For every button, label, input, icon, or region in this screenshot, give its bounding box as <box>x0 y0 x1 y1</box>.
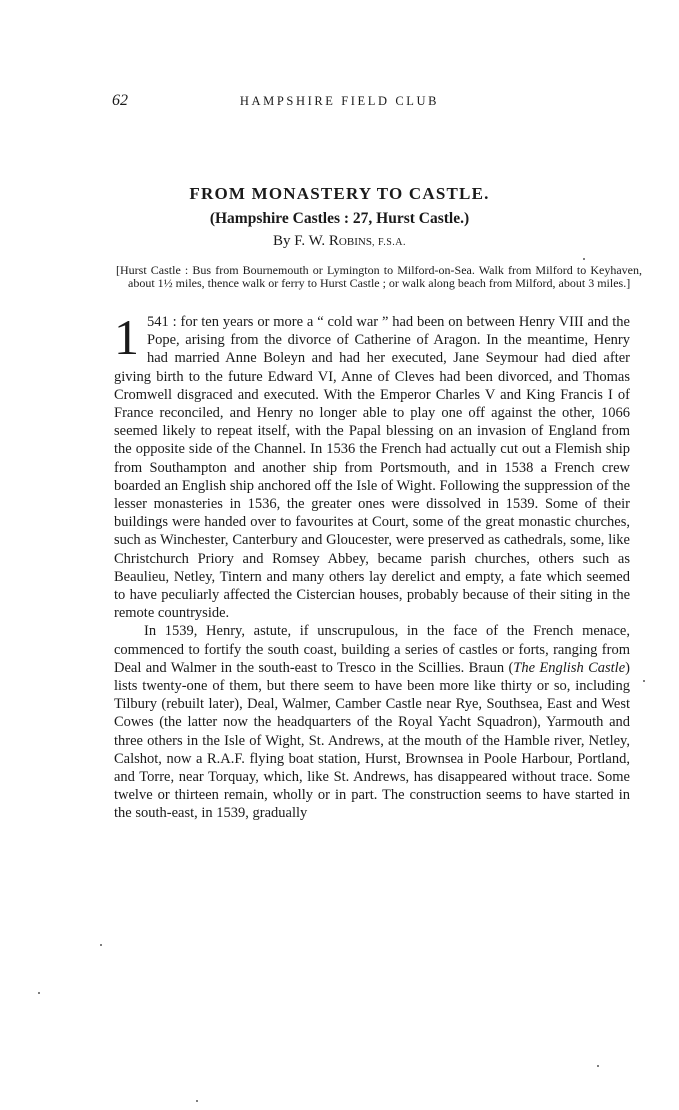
scan-speck <box>643 680 645 682</box>
paragraph-2 <box>114 622 630 822</box>
article-title: FROM MONASTERY TO CASTLE. <box>189 184 490 203</box>
paragraph-1-text: 541 : for ten years or more a “ cold war ” had been on between Henry VIII and the Pope, arising from the divorce of Catherine of Aragon. In the meantime, Henry had married Anne Boleyn and had her executed, Jane Seymour had died after giving birth to the future Edward VI, Anne of Cleves had been divorced, and Thomas Cromwell disgraced and executed. With the Emperor Charles V and King Francis I of France reconciled, and Henry no longer able to play one off against the other, 1066 seemed likely to repeat itself, with the Papal blessing on an invasion of England from the opposite side of the Channel. In 1536 the French had actually cut out a Flemish ship from Southampton and another ship from Portsmouth, and in 1538 a French crew boarded an English ship anchored off the Isle of Wight. Following the suppression of the lesser monasteries in 1536, the greater ones were dissolved in 1539. Some of their buildings were handed over to favourites at Court, some of the great monastic churches, such as Winchester, Canterbury and Gloucester, were preserved as cathedrals, some, like Christchurch Priory and Romsey Abbey, became parish churches, others such as Beaulieu, Netley, Tintern and many others lay derelict and empty, a fate which seemed to have peculiarly affected the Cistercian houses, probably because of their siting in the remote countryside. <box>114 314 630 622</box>
author-suffix: , F.S.A. <box>371 237 406 248</box>
scan-speck <box>583 258 585 260</box>
access-note: [Hurst Castle : Bus from Bournemouth or Lymington to Milford-on-Sea. Walk from Milford to Keyhaven, about 1½ miles, thence walk or ferry to Hurst Castle ; or walk along beach from Milford, about 3 miles.] <box>116 263 642 290</box>
scan-speck <box>597 1065 599 1067</box>
scan-speck <box>100 944 102 946</box>
byline <box>0 233 679 250</box>
page-number: 62 <box>112 92 128 109</box>
article-subtitle: (Hampshire Castles : 27, Hurst Castle.) <box>209 210 470 227</box>
author-surname: Robins <box>328 233 372 249</box>
book-title: The English Castle <box>513 659 626 676</box>
scan-speck <box>38 992 40 994</box>
body-text <box>114 309 630 823</box>
paragraph-2-end: ) lists twenty-one of them, but there seem to have been more like thirty or so, including Tilbury (rebuilt later), Deal, Walmer, Camber Castle near Rye, Southsea, East and West Cowes (the latter now the headquarters of the Royal Yacht Squadron), Yarmouth and three others in the Isle of Wight, St. Andrews, at the mouth of the Hamble river, Netley, Calshot, now a R.A.F. flying boat station, Hurst, Brownsea in Poole Harbour, Portland, and Torre, near Torquay, which, like St. Andrews, has disappeared without trace. Some twelve or thirteen remain, wholly or in part. The construction seems to have started in the south-east, in 1539, gradually <box>114 659 630 822</box>
paragraph-2-start: In 1539, Henry, astute, if unscrupulous, in the face of the French menace, commenced to fortify the south coast, building a series of castles or forts, ranging from Deal and Walmer in the south-east to Tresco in the Scillies. Braun ( <box>114 623 630 676</box>
byline-prefix: By F. W. <box>273 233 329 249</box>
paragraph-1 <box>114 309 630 622</box>
scan-speck <box>196 1100 198 1102</box>
running-head: HAMPSHIRE FIELD CLUB <box>239 94 440 108</box>
drop-cap: 1 <box>114 309 139 365</box>
